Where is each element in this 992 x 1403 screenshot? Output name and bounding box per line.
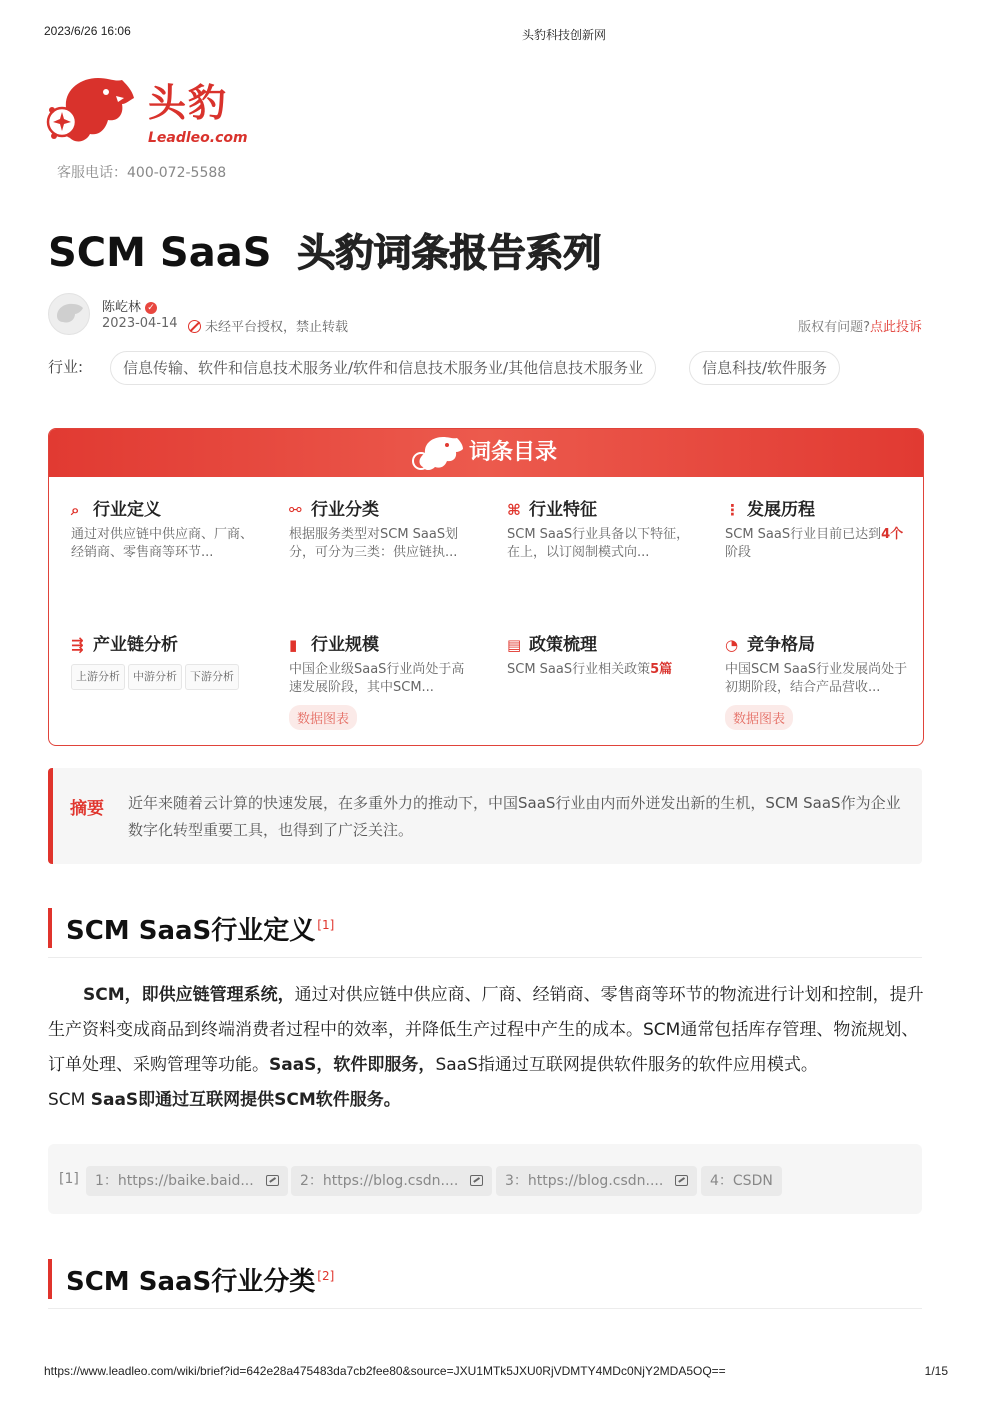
section-heading-classification xyxy=(48,1259,334,1299)
reference-box xyxy=(48,1144,922,1214)
bold-term: SaaS，软件即服务， xyxy=(269,1055,436,1075)
toc-item-title[interactable]: 行业分类 xyxy=(311,500,379,520)
policy-doc-icon: ▤ xyxy=(507,636,522,654)
brand-name-en[interactable]: Leadleo.com xyxy=(148,130,248,146)
toc-item-desc: 通过对供应链中供应商、厂商、经销商、零售商等环节... xyxy=(71,527,254,560)
industry-label: 行业: xyxy=(48,358,84,376)
bold-term: SaaS即通过互联网提供SCM软件服务。 xyxy=(90,1090,401,1110)
paragraph-text: SaaS指通过互联网提供软件服务的软件应用模式。 xyxy=(435,1055,818,1075)
reference-text[interactable]: 3：https://blog.csdn.... xyxy=(505,1173,664,1189)
toc-title: 词条目录 xyxy=(469,440,558,465)
abstract-text: 近年来随着云计算的快速发展，在多重外力的推动下，中国SaaS行业由内而外迸发出新的生机，SCM SaaS作为企业数字化转型重要工具，也得到了广泛关注。 xyxy=(128,794,901,839)
toc-item-market-size[interactable] xyxy=(289,634,473,730)
bold-term: SCM，即供应链管理系统， xyxy=(83,985,295,1005)
title-main: SCM SaaS xyxy=(48,230,272,276)
external-link-icon[interactable] xyxy=(675,1175,688,1186)
avatar-leopard-icon xyxy=(49,294,89,334)
toc-item-title[interactable]: 行业规模 xyxy=(311,635,379,655)
reference-link[interactable] xyxy=(291,1166,492,1196)
page-number: 1/15 xyxy=(924,1364,948,1378)
abstract-box xyxy=(48,768,922,864)
page-title xyxy=(48,228,602,278)
definition-paragraph xyxy=(48,978,924,1118)
industry-tag[interactable]: 信息科技/软件服务 xyxy=(689,351,840,385)
section-heading-definition xyxy=(48,908,334,948)
search-doc-icon: ⌕ xyxy=(71,501,80,519)
toc-item-title[interactable]: 发展历程 xyxy=(747,500,815,520)
pie-chart-icon: ◔ xyxy=(725,636,739,654)
data-chart-chip[interactable]: 数据图表 xyxy=(289,705,357,730)
verified-badge-icon: ✓ xyxy=(145,302,157,314)
toc-header xyxy=(49,429,923,477)
reference-label: [1] xyxy=(59,1171,79,1187)
stage-count: 4个 xyxy=(881,527,904,542)
citation-ref[interactable]: [2] xyxy=(317,1269,335,1283)
reference-text[interactable]: 4：CSDN xyxy=(710,1173,773,1189)
section-divider xyxy=(48,957,922,958)
author[interactable] xyxy=(102,296,157,315)
toc-item-title[interactable]: 行业定义 xyxy=(93,500,161,520)
print-datetime: 2023/6/26 16:06 xyxy=(44,24,131,38)
brand-name-cn[interactable]: 头豹 xyxy=(148,81,229,125)
chain-icon: ⇶ xyxy=(71,636,84,654)
leopard-logo-icon xyxy=(411,433,465,475)
toc-item-desc xyxy=(507,661,691,679)
upstream-chip[interactable]: 上游分析 xyxy=(71,664,125,690)
author-name[interactable]: 陈屹林 xyxy=(102,300,142,315)
reference-text[interactable]: 2：https://blog.csdn.... xyxy=(300,1173,459,1189)
toc-item-definition[interactable] xyxy=(71,499,255,562)
toc-item-desc xyxy=(725,526,909,562)
reference-text[interactable]: 1：https://baike.baid... xyxy=(95,1173,254,1189)
reference-link[interactable] xyxy=(701,1166,782,1196)
toc-item-title[interactable]: 产业链分析 xyxy=(93,635,178,655)
paragraph-text: SCM xyxy=(48,1090,91,1110)
desc-text: SCM SaaS行业相关政策 xyxy=(507,662,651,677)
copyright-question: 版权有问题? xyxy=(798,320,870,335)
toc-item-policy[interactable] xyxy=(507,634,691,679)
data-chart-chip[interactable]: 数据图表 xyxy=(725,705,793,730)
desc-text: 阶段 xyxy=(725,545,752,560)
abstract-label: 摘要 xyxy=(70,799,104,819)
service-phone: 客服电话：400-072-5588 xyxy=(57,165,227,181)
toc-item-classification[interactable] xyxy=(289,499,473,562)
avatar[interactable] xyxy=(48,293,90,335)
repost-notice-text: 未经平台授权，禁止转载 xyxy=(205,320,349,335)
title-series: 头豹词条报告系列 xyxy=(297,231,602,275)
toc-item-desc: 根据服务类型对SCM SaaS划分，可分为三类：供应链执... xyxy=(289,527,459,560)
section-title: SCM SaaS行业定义 xyxy=(66,916,316,946)
report-link[interactable]: 点此投诉 xyxy=(869,320,922,335)
toc-item-history[interactable] xyxy=(725,499,909,562)
publish-date: 2023-04-14 xyxy=(102,316,178,331)
reference-link[interactable] xyxy=(86,1166,288,1196)
repost-notice xyxy=(188,316,348,335)
toc-item-features[interactable] xyxy=(507,499,691,562)
copyright-line xyxy=(798,316,922,335)
toc-item-title[interactable]: 政策梳理 xyxy=(529,635,597,655)
midstream-chip[interactable]: 中游分析 xyxy=(128,664,182,690)
puzzle-icon: ⌘ xyxy=(507,501,521,519)
external-link-icon[interactable] xyxy=(470,1175,483,1186)
toc-item-title[interactable]: 行业特征 xyxy=(529,500,597,520)
citation-ref[interactable]: [1] xyxy=(317,918,335,932)
toc-item-competition[interactable] xyxy=(725,634,909,730)
toc-card xyxy=(48,428,924,746)
bar-chart-icon: ▮ xyxy=(289,636,298,654)
section-divider xyxy=(48,1308,922,1309)
toc-item-title[interactable]: 竞争格局 xyxy=(747,635,815,655)
reference-link[interactable] xyxy=(496,1166,697,1196)
desc-text: SCM SaaS行业目前已达到 xyxy=(725,527,882,542)
toc-item-desc: 中国企业级SaaS行业尚处于高速发展阶段，其中SCM... xyxy=(289,662,465,695)
paragraph-text: 通过对供应链中供应商、厂商、经销商、零售商等环节的物流进行计划和控制，提升生产资料变成商品到终端消费者过程中的效率，并降低生产过程中产生的成本。SCM通常包括库存管理、物流规划、订单处理、采购管理等功能。 xyxy=(48,985,924,1075)
timeline-icon: ⋮ xyxy=(725,501,740,519)
section-title: SCM SaaS行业分类 xyxy=(66,1267,316,1297)
downstream-chip[interactable]: 下游分析 xyxy=(185,664,239,690)
toc-item-chips xyxy=(71,664,255,690)
prohibited-icon xyxy=(188,320,201,333)
leopard-logo-icon[interactable] xyxy=(46,70,138,150)
hierarchy-icon: ⚯ xyxy=(289,501,302,519)
toc-item-desc: 中国SCM SaaS行业发展尚处于初期阶段，结合产品营收... xyxy=(725,662,908,695)
toc-item-desc: SCM SaaS行业具备以下特征，在上，以订阅制模式向... xyxy=(507,527,690,560)
industry-tag[interactable]: 信息传输、软件和信息技术服务业/软件和信息技术服务业/其他信息技术服务业 xyxy=(110,351,656,385)
policy-count: 5篇 xyxy=(650,662,673,677)
toc-item-industry-chain[interactable] xyxy=(71,634,255,690)
external-link-icon[interactable] xyxy=(266,1175,279,1186)
print-site-title: 头豹科技创新网 xyxy=(522,28,607,42)
footer-url: https://www.leadleo.com/wiki/brief?id=642e28a475483da7cb2fee80&source=JXU1MTk5JXU0RjVDMTY4MDc0NjY2MDA5OQ== xyxy=(44,1364,726,1378)
